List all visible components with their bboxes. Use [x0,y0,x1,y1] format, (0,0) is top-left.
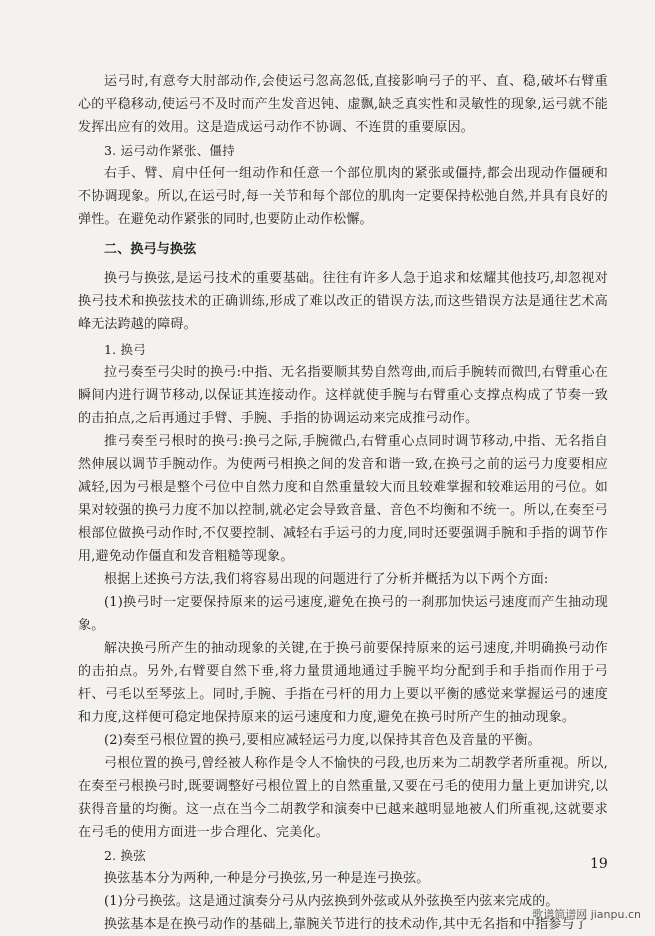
para-14 [78,867,608,890]
para-15 [78,890,608,913]
section-title: 二、换弓与换弦 [104,242,197,257]
paragraph: 弓根位置的换弓,曾经被人称作是令人不愉快的弓段,也历来为二胡教学者所重视。所以,在奏至弓根换弓时,既要调整好弓根位置上的自然重量,又要在弓毛的使用力量上更加讲究,以获得音量的均衡。这一点在当今二胡教学和演奏中已越来越明显地被人们所重视,这就要求在弓毛的使用方面进一步合理化、完美化。 [78,756,608,840]
paragraph: (2)奏至弓根位置的换弓,要相应减轻运弓力度,以保持其音色及音量的平衡。 [104,733,541,748]
para-8 [78,568,608,591]
paragraph: 换弓与换弦,是运弓技术的重要基础。往往有许多人急于追求和炫耀其他技巧,却忽视对换弓技术和换弦技术的正确训练,形成了难以改正的错误方法,而这些错误方法是通往艺术高峰无法跨越的障碍。 [78,271,608,332]
para-13 [78,844,608,867]
para-6 [78,361,608,430]
para-5 [78,338,608,361]
paragraph: 拉弓奏至弓尖时的换弓:中指、无名指要顺其势自然弯曲,而后手腕转而微凹,右臂重心在瞬间内进行调节移动,以保证其连接动作。这样就使手腕与右臂重心支撑点构成了节奏一致的击拍点,之后再通过手臂、手腕、手指的协调运动来完成推弓动作。 [78,365,608,426]
paragraph: 推弓奏至弓根时的换弓:换弓之际,手腕微凸,右臂重心点同时调节移动,中指、无名指自然伸展以调节手腕动作。为使两弓相换之间的发音和谐一致,在换弓之前的运弓力度要相应减轻,因为弓根是整个弓位中自然力度和自然重量较大而且较难掌握和较难运用的弓位。如果对较强的换弓力度不加以控制,就必定会导致音量、音色不均衡和不统一。所以,在奏至弓根部位做换弓动作时,不仅要控制、减轻右手运弓的力度,同时还要强调手腕和手指的调节作用,避免动作僵直和发音粗糙等现象。 [78,434,608,564]
paragraph: (1)换弓时一定要保持原来的运弓速度,避免在换弓的一刹那加快运弓速度而产生抽动现象。 [78,595,608,633]
paragraph: 运弓时,有意夸大肘部动作,会使运弓忽高忽低,直接影响弓子的平、直、稳,破坏右臂重心的平稳移动,使运弓不及时而产生发音迟钝、虚飘,缺乏真实性和灵敏性的现象,运弓就不能发挥出应有的效用。这是造成运弓动作不协调、不连贯的重要原因。 [78,74,608,135]
section-heading [78,238,608,261]
paragraph: 右手、臂、肩中任何一组动作和任意一个部位肌肉的紧张或僵持,都会出现动作僵硬和不协调现象。所以,在运弓时,每一关节和每个部位的肌肉一定要保持松弛自然,并具有良好的弹性。在避免动作紧张的同时,也要防止动作松懈。 [78,166,608,227]
paragraph: 换弦基本是在换弓动作的基础上,靠腕关节进行的技术动作,其中无名指和中指参与了 [104,917,588,932]
para-4 [78,267,608,336]
para-7 [78,430,608,568]
paragraph: 根据上述换弓方法,我们将容易出现的问题进行了分析并概括为以下两个方面: [104,572,549,587]
para-3 [78,162,608,231]
para-12 [78,752,608,844]
para-2 [78,139,608,162]
para-9 [78,591,608,637]
para-10 [78,637,608,729]
paragraph: 换弦基本分为两种,一种是分弓换弦,另一种是连弓换弦。 [104,871,430,886]
site-watermark: 歌谱简谱网 jianpu.cn [532,908,641,921]
para-11 [78,729,608,752]
subheading: 1. 换弓 [104,342,146,357]
subheading: 3. 运弓动作紧张、僵持 [104,143,235,158]
paragraph: 解决换弓所产生的抽动现象的关键,在于换弓前要保持原来的运弓速度,并明确换弓动作的击拍点。另外,右臂要自然下垂,将力量贯通地通过手腕平均分配到手和手指而作用于弓杆、弓毛以至琴弦上。同时,手腕、手指在弓杆的用力上要以平衡的感觉来掌握运弓的速度和力度,这样便可稳定地保持原来的运弓速度和力度,避免在换弓时所产生的抽动现象。 [78,641,608,725]
para-1 [78,70,608,139]
subheading: 2. 换弦 [104,848,146,863]
page-number: 19 [590,856,608,872]
para-16 [78,913,608,936]
paragraph: (1)分弓换弦。这是通过演奏分弓从内弦换到外弦或从外弦换至内弦来完成的。 [104,894,559,909]
